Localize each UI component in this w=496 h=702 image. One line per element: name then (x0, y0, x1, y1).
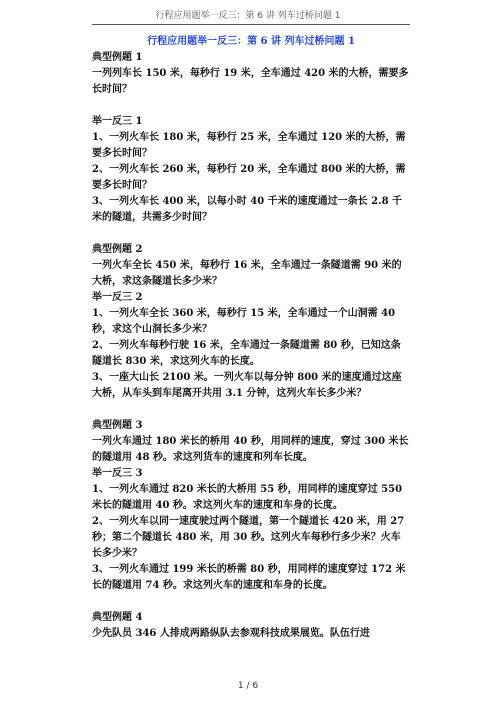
spacer (92, 98, 410, 114)
practice-3-problem-2: 2、一列火车以同一速度驶过两个隧道，第一个隧道长 420 米，用 27 秒；第二个隧道长 480 米，用 30 秒。这列火车每秒行多少米？火车长多少米？ (92, 516, 405, 559)
spacer (92, 402, 410, 418)
header-divider (92, 24, 410, 25)
document-title: 行程应用题举一反三：第 6 讲 列车过桥问题 1 (147, 36, 355, 47)
page-header: 行程应用题举一反三：第 6 讲 列车过桥问题 1 (155, 11, 341, 21)
practice-2-problem-1: 1、一列火车全长 360 米，每秒行 15 米，全车通过一个山洞需 40 秒，求这个山洞长多少米？ (92, 308, 396, 335)
example-3-problem: 一列火车通过 180 米长的桥用 40 秒，用同样的速度，穿过 300 米长的隧道用 48 秒。求这列货车的速度和列车长度。 (92, 436, 409, 463)
spacer (92, 226, 410, 242)
practice-1-problem-3: 3、一列火车长 400 米，以每小时 40 千米的速度通过一条长 2.8 千米的隧道，共需多少时间？ (92, 196, 403, 223)
example-heading-3: 典型例题 3 (92, 420, 143, 431)
example-heading-4: 典型例题 4 (92, 612, 143, 623)
practice-1-problem-2: 2、一列火车长 260 米，每秒行 20 米，全车通过 800 米的大桥，需要多长时间？ (92, 164, 406, 191)
example-1-problem: 一列列车长 150 米，每秒行 19 米，全车通过 420 米的大桥，需要多长时间？ (92, 68, 409, 95)
practice-2-problem-3: 3、一座大山长 2100 米。一列火车以每分钟 800 米的速度通过这座大桥，从车头到车尾离开共用 3.1 分钟，这列火车长多少米？ (92, 372, 402, 399)
practice-1-problem-1: 1、一列火车长 180 米，每秒行 25 米，全车通过 120 米的大桥，需要多长时间？ (92, 132, 406, 159)
practice-3-problem-3: 3、一列火车通过 199 米长的桥需 80 秒，用同样的速度穿过 172 米长的隧道用 74 秒。求这列火车的速度和车身的长度。 (92, 564, 406, 591)
page-number: 1 / 6 (237, 681, 259, 691)
practice-2-problem-2: 2、一列火车每秒行驶 16 米，全车通过一条隧道需 80 秒，已知这条隧道长 830 米，求这列火车的长度。 (92, 340, 401, 367)
document-body (92, 34, 410, 642)
practice-3-problem-1: 1、一列火车通过 820 米长的大桥用 55 秒，用同样的速度穿过 550 米长的隧道用 40 秒。求这列火车的速度和车身的长度。 (92, 484, 403, 511)
example-heading-2: 典型例题 2 (92, 244, 143, 255)
practice-heading-1: 举一反三 1 (92, 116, 143, 127)
example-heading-1: 典型例题 1 (92, 52, 143, 63)
practice-heading-2: 举一反三 2 (92, 292, 143, 303)
example-2-problem: 一列火车全长 450 米，每秒行 16 米，全车通过一条隧道需 90 米的大桥，求这条隧道长多少米？ (92, 260, 402, 287)
spacer (92, 594, 410, 610)
practice-heading-3: 举一反三 3 (92, 468, 143, 479)
example-4-problem: 少先队员 346 人排成两路纵队去参观科技成果展览。队伍行进 (92, 628, 370, 639)
